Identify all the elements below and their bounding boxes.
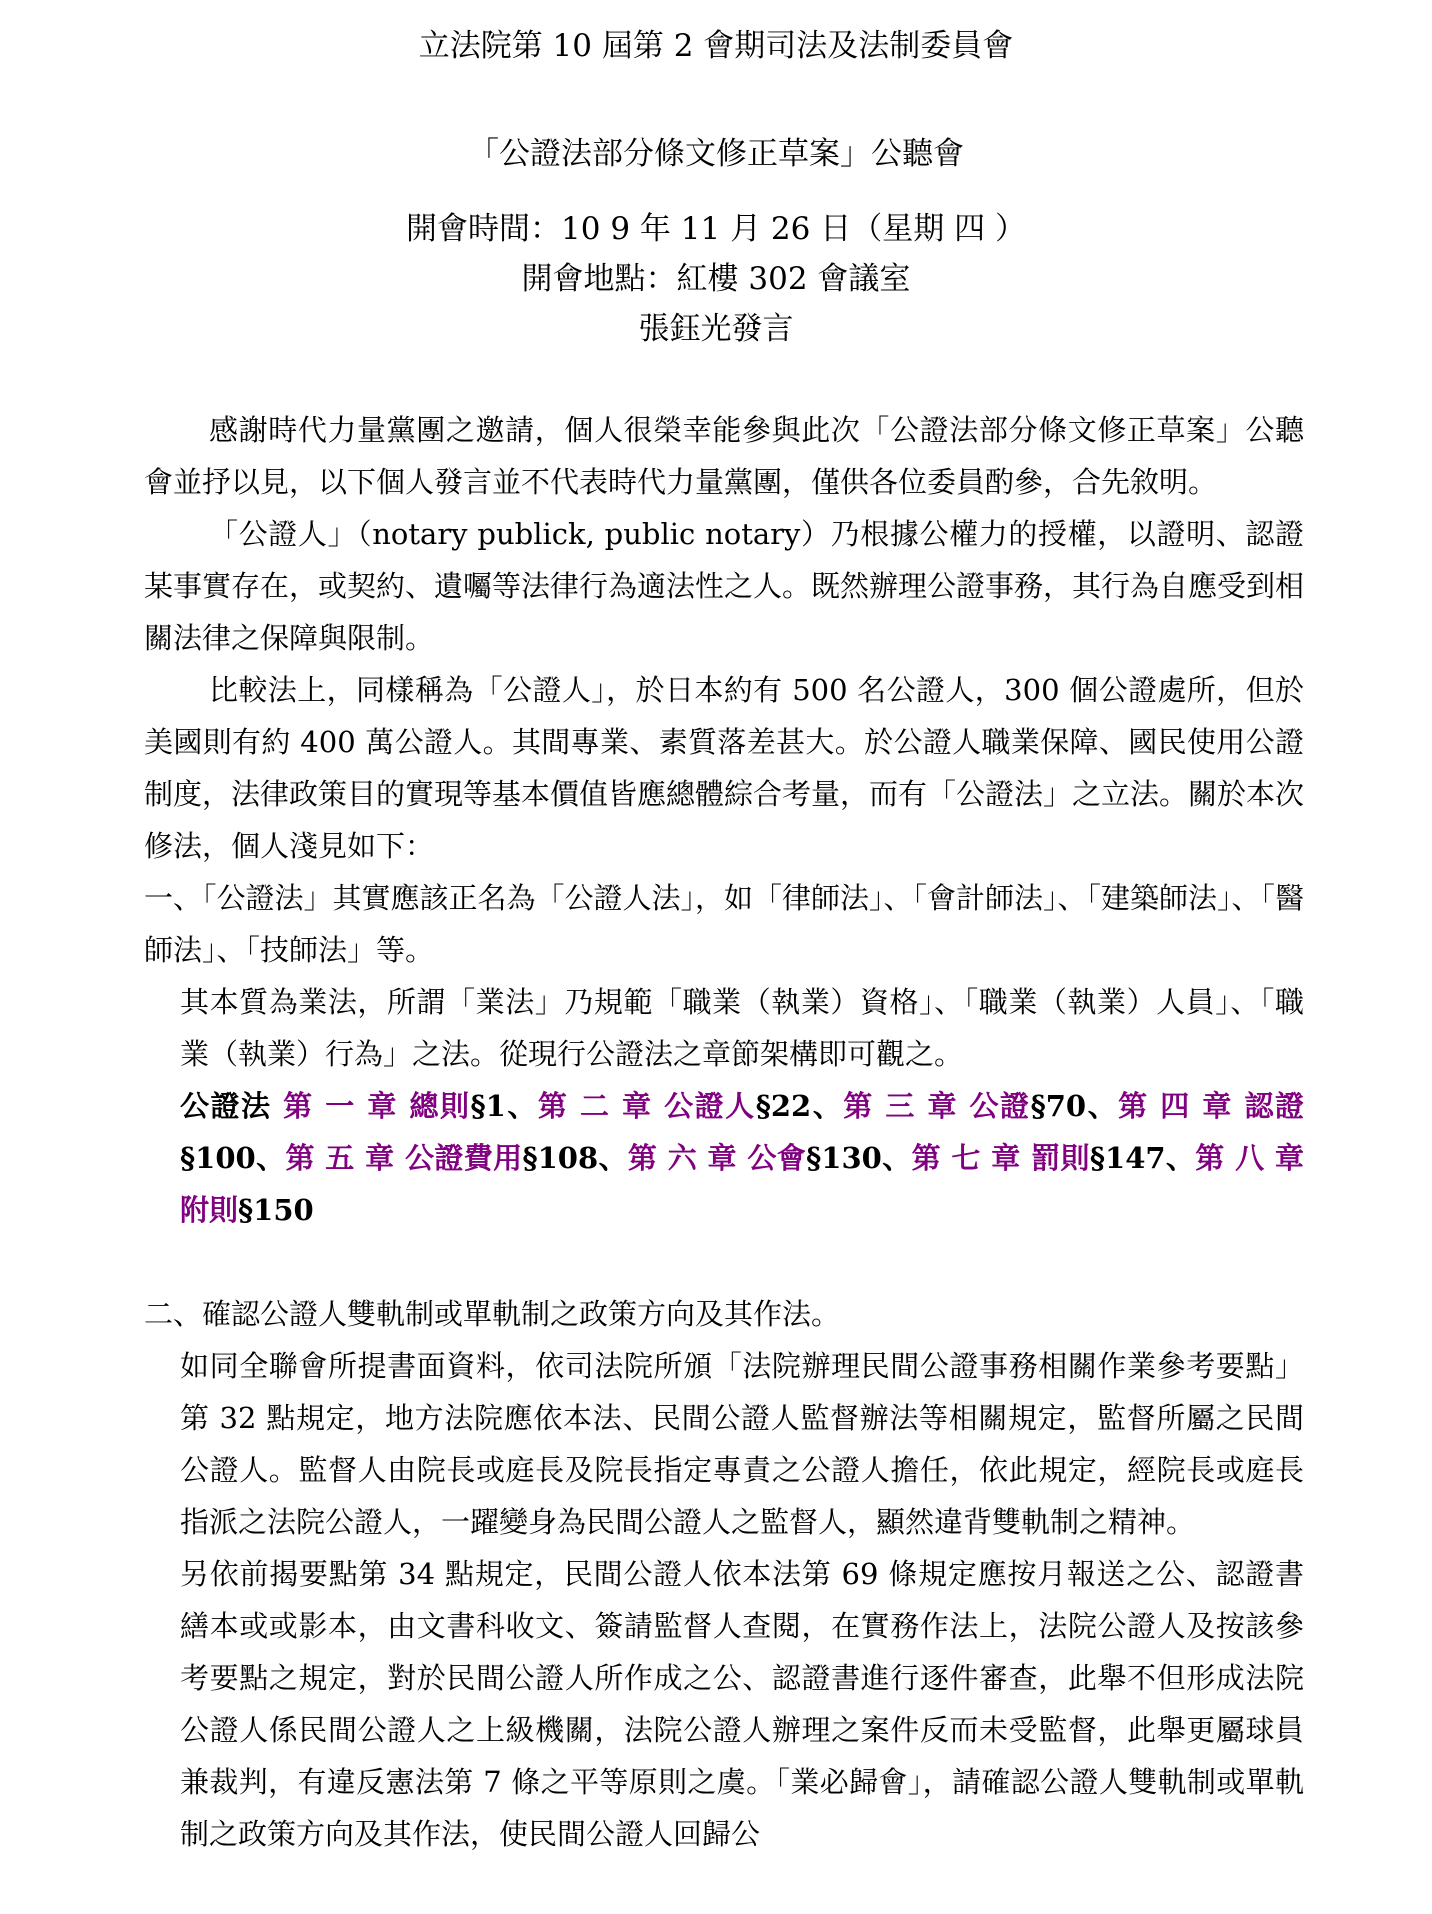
speaker-line: 張鈺光發言 xyxy=(638,311,794,347)
committee-title: 立法院第 10 屆第 2 會期司法及法制委員會 xyxy=(418,28,1014,64)
chapter-section-number: §100 xyxy=(180,1141,256,1175)
chapter-section-number: §1 xyxy=(470,1089,506,1123)
chapter-separator: 、 xyxy=(1086,1089,1119,1123)
section-1-body: 其本質為業法，所謂「業法」乃規範「職業（執業）資格」、「職業（執業）人員」、「職業（執業）行為」之法。從現行公證法之章節架構即可觀之。 xyxy=(180,985,1304,1071)
chapter-title: 第 七 章 罰則 xyxy=(911,1141,1090,1175)
chapter-title: 第 一 章 總則 xyxy=(283,1089,471,1123)
chapter-title: 第 五 章 公證費用 xyxy=(285,1141,523,1175)
chapter-title: 第 八 章 附則 xyxy=(180,1141,1304,1227)
chapter-separator: 、 xyxy=(505,1089,538,1123)
intro-paragraph-1: 感謝時代力量黨團之邀請，個人很榮幸能參與此次「公證法部分條文修正草案」公聽會並抒以見，以下個人發言並不代表時代力量黨團，僅供各位委員酌參，合先敘明。 xyxy=(144,413,1304,499)
chapter-title: 第 六 章 公會 xyxy=(627,1141,807,1175)
law-chapter-outline xyxy=(180,1080,1304,1236)
blank-line xyxy=(144,1236,1304,1288)
section-1-heading: 一、「公證法」其實應該正名為「公證人法」，如「律師法」、「會計師法」、「建築師法」、「醫師法」、「技師法」等。 xyxy=(144,881,1305,967)
chapter-title: 第 四 章 認證 xyxy=(1118,1089,1304,1123)
hearing-title: 「公證法部分條文修正草案」公聽會 xyxy=(468,136,964,172)
chapter-section-number: §22 xyxy=(755,1089,812,1123)
chapter-separator: 、 xyxy=(255,1141,286,1175)
document-body xyxy=(144,404,1304,1860)
chapter-separator: 、 xyxy=(881,1141,912,1175)
chapter-section-number: §130 xyxy=(806,1141,882,1175)
section-2-heading: 二、確認公證人雙軌制或單軌制之政策方向及其作法。 xyxy=(144,1297,841,1331)
section-2-paragraph-1: 如同全聯會所提書面資料，依司法院所頒「法院辦理民間公證事務相關作業參考要點」第 32 點規定，地方法院應依本法、民間公證人監督辦法等相關規定，監督所屬之民間公證人。監督人由院長或庭長及院長指定專責之公證人擔任，依此規定，經院長或庭長指派之法院公證人，一躍變身為民間公證人之監督人，顯然違背雙軌制之精神。 xyxy=(180,1349,1304,1539)
chapter-separator: 、 xyxy=(811,1089,844,1123)
meeting-place: 開會地點：紅樓 302 會議室 xyxy=(521,261,911,297)
intro-paragraph-2: 「公證人」（notary publick, public notary）乃根據公權力的授權，以證明、認證某事實存在，或契約、遺囑等法律行為適法性之人。既然辦理公證事務，其行為自應受到相關法律之保障與限制。 xyxy=(144,517,1305,655)
chapter-section-number: §70 xyxy=(1030,1089,1087,1123)
intro-paragraph-3: 比較法上，同樣稱為「公證人」，於日本約有 500 名公證人，300 個公證處所，但於美國則有約 400 萬公證人。其間專業、素質落差甚大。於公證人職業保障、國民使用公證制度，法律政策目的實現等基本價值皆應總體綜合考量，而有「公證法」之立法。關於本次修法，個人淺見如下： xyxy=(144,673,1305,863)
chapter-separator: 、 xyxy=(598,1141,628,1175)
chapter-title: 第 三 章 公證 xyxy=(843,1089,1031,1123)
chapter-section-number: §147 xyxy=(1089,1141,1166,1175)
chapter-separator: 、 xyxy=(1165,1141,1196,1175)
section-2-paragraph-2: 另依前揭要點第 34 點規定，民間公證人依本法第 69 條規定應按月報送之公、認證書繕本或或影本，由文書科收文、簽請監督人查閱，在實務作法上，法院公證人及按該參考要點之規定，對於民間公證人所作成之公、認證書進行逐件審查，此舉不但形成法院公證人係民間公證人之上級機關，法院公證人辦理之案件反而未受監督，此舉更屬球員兼裁判，有違反憲法第 7 條之平等原則之虞。「業必歸會」，請確認公證人雙軌制或單軌制之政策方向及其作法，使民間公證人回歸公 xyxy=(180,1557,1304,1851)
meeting-time: 開會時間：10 9 年 11 月 26 日（星期 四 ） xyxy=(406,211,1026,247)
law-name: 公證法 xyxy=(180,1089,272,1123)
chapter-section-number: §108 xyxy=(522,1141,599,1175)
chapter-section-number: §150 xyxy=(238,1193,314,1227)
chapter-title: 第 二 章 公證人 xyxy=(537,1089,756,1123)
